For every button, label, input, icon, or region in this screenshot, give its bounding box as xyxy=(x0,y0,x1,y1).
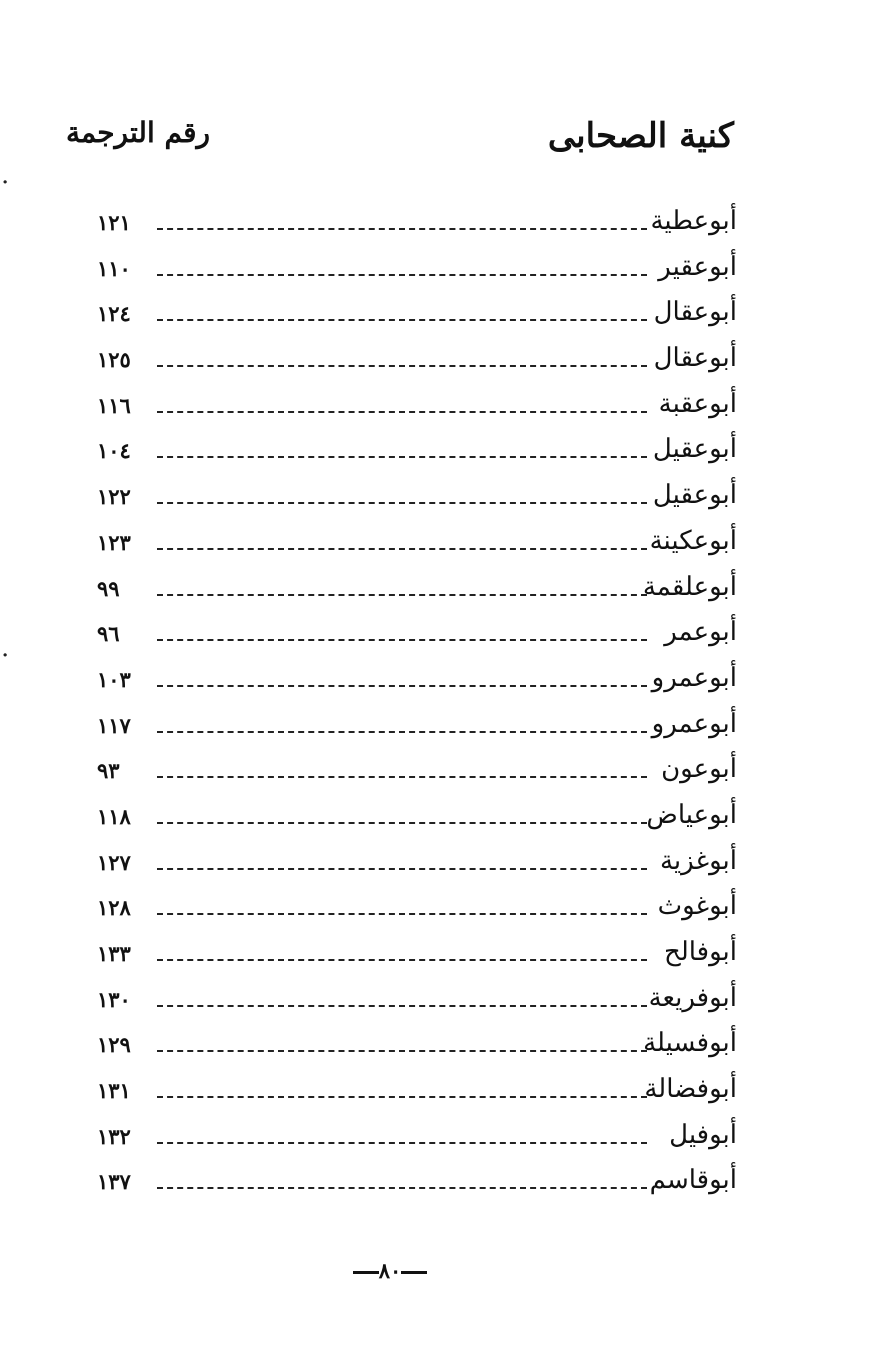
dot-leader xyxy=(157,685,647,687)
entry-number: ١٢٨ xyxy=(97,895,131,921)
dot-leader xyxy=(157,868,647,870)
entry-name: أبوعمرو xyxy=(651,708,737,739)
page-number xyxy=(340,1258,440,1283)
entry-number: ٩٩ xyxy=(97,575,120,601)
list-item xyxy=(95,887,745,933)
entry-name: أبوعكينة xyxy=(649,525,737,556)
entry-name: أبوغزية xyxy=(659,845,737,876)
dot-leader xyxy=(157,1050,647,1052)
entry-number: ١٣١ xyxy=(97,1078,131,1104)
list-item xyxy=(95,430,745,476)
entry-number: ١٢٩ xyxy=(97,1032,131,1058)
entry-name: أبوفسيلة xyxy=(643,1028,737,1059)
entry-number: ١٣٠ xyxy=(97,986,131,1012)
list-item xyxy=(95,1024,745,1070)
list-item xyxy=(95,796,745,842)
entry-name: أبوفريعة xyxy=(648,982,737,1013)
entry-name: أبوعقيل xyxy=(652,434,737,465)
dot-leader xyxy=(157,1096,647,1098)
entry-list xyxy=(95,202,745,1207)
dot-leader xyxy=(157,639,647,641)
entry-name: أبوفالح xyxy=(664,937,737,967)
dot-leader xyxy=(157,365,647,367)
dot-leader xyxy=(157,1187,647,1189)
dot-leader xyxy=(157,776,647,778)
list-item xyxy=(95,522,745,568)
dot-leader xyxy=(157,228,647,230)
dot-leader xyxy=(157,731,647,733)
entry-number: ٩٣ xyxy=(97,758,120,784)
entry-name: أبوقاسم xyxy=(649,1165,737,1196)
entry-number: ١٠٤ xyxy=(97,438,131,464)
dot-leader xyxy=(157,1142,647,1144)
entry-name: أبوعقير xyxy=(658,251,737,282)
entry-number: ١١٨ xyxy=(97,803,131,829)
list-item xyxy=(95,842,745,888)
column-heading-name: كنية الصحابى xyxy=(547,116,734,156)
dot-leader xyxy=(157,822,647,824)
list-item xyxy=(95,613,745,659)
list-item xyxy=(95,750,745,796)
dot-leader xyxy=(157,502,647,504)
entry-number: ١٢٥ xyxy=(97,347,131,373)
entry-name: أبوعقبة xyxy=(658,388,737,419)
margin-mark: · xyxy=(2,172,9,193)
list-item xyxy=(95,385,745,431)
entry-name: أبوعياض xyxy=(646,799,737,830)
entry-number: ١١٠ xyxy=(97,255,131,281)
entry-number: ١١٧ xyxy=(97,712,131,738)
list-item xyxy=(95,1116,745,1162)
margin-mark: · xyxy=(2,645,9,666)
entry-number: ١٣٣ xyxy=(97,941,131,966)
page-header xyxy=(60,108,750,168)
list-item xyxy=(95,202,745,248)
dot-leader xyxy=(157,456,647,458)
dot-leader xyxy=(157,1005,647,1007)
entry-number: ١٢٤ xyxy=(97,301,131,327)
entry-name: أبوفضالة xyxy=(644,1074,737,1105)
entry-number: ١٢١ xyxy=(97,210,131,235)
list-item xyxy=(95,476,745,522)
entry-number: ٩٦ xyxy=(97,621,120,647)
list-item xyxy=(95,293,745,339)
list-item xyxy=(95,248,745,294)
entry-name: أبوعون xyxy=(661,754,737,785)
entry-name: أبوعطية xyxy=(650,206,737,236)
dot-leader xyxy=(157,594,647,596)
entry-name: أبوفيل xyxy=(669,1119,737,1150)
entry-number: ١٢٧ xyxy=(97,849,131,875)
list-item xyxy=(95,979,745,1025)
entry-number: ١٠٣ xyxy=(97,666,131,692)
column-heading-number: رقم الترجمة xyxy=(66,116,211,149)
page-number-bar-left xyxy=(353,1271,379,1274)
dot-leader xyxy=(157,913,647,915)
entry-number: ١٣٢ xyxy=(97,1123,131,1149)
entry-name: أبوعقال xyxy=(653,297,737,328)
dot-leader xyxy=(157,548,647,550)
list-item xyxy=(95,568,745,614)
entry-name: أبوعمر xyxy=(664,617,737,648)
dot-leader xyxy=(157,411,647,413)
dot-leader xyxy=(157,319,647,321)
entry-name: أبوعقيل xyxy=(652,480,737,511)
entry-name: أبوعمرو xyxy=(651,662,737,693)
dot-leader xyxy=(157,959,647,961)
entry-name: أبوعلقمة xyxy=(642,571,737,602)
entry-name: أبوعقال xyxy=(653,343,737,374)
entry-number: ١٢٢ xyxy=(97,484,131,510)
entry-number: ١٢٣ xyxy=(97,529,131,555)
entry-number: ١٣٧ xyxy=(97,1169,131,1195)
dot-leader xyxy=(157,274,647,276)
list-item xyxy=(95,339,745,385)
page-number-bar-right xyxy=(401,1271,427,1274)
list-item xyxy=(95,659,745,705)
list-item xyxy=(95,933,745,979)
list-item xyxy=(95,705,745,751)
page-number-value: ٨٠ xyxy=(378,1258,402,1283)
list-item xyxy=(95,1070,745,1116)
entry-number: ١١٦ xyxy=(97,392,131,418)
list-item xyxy=(95,1161,745,1207)
entry-name: أبوغوث xyxy=(657,891,737,922)
